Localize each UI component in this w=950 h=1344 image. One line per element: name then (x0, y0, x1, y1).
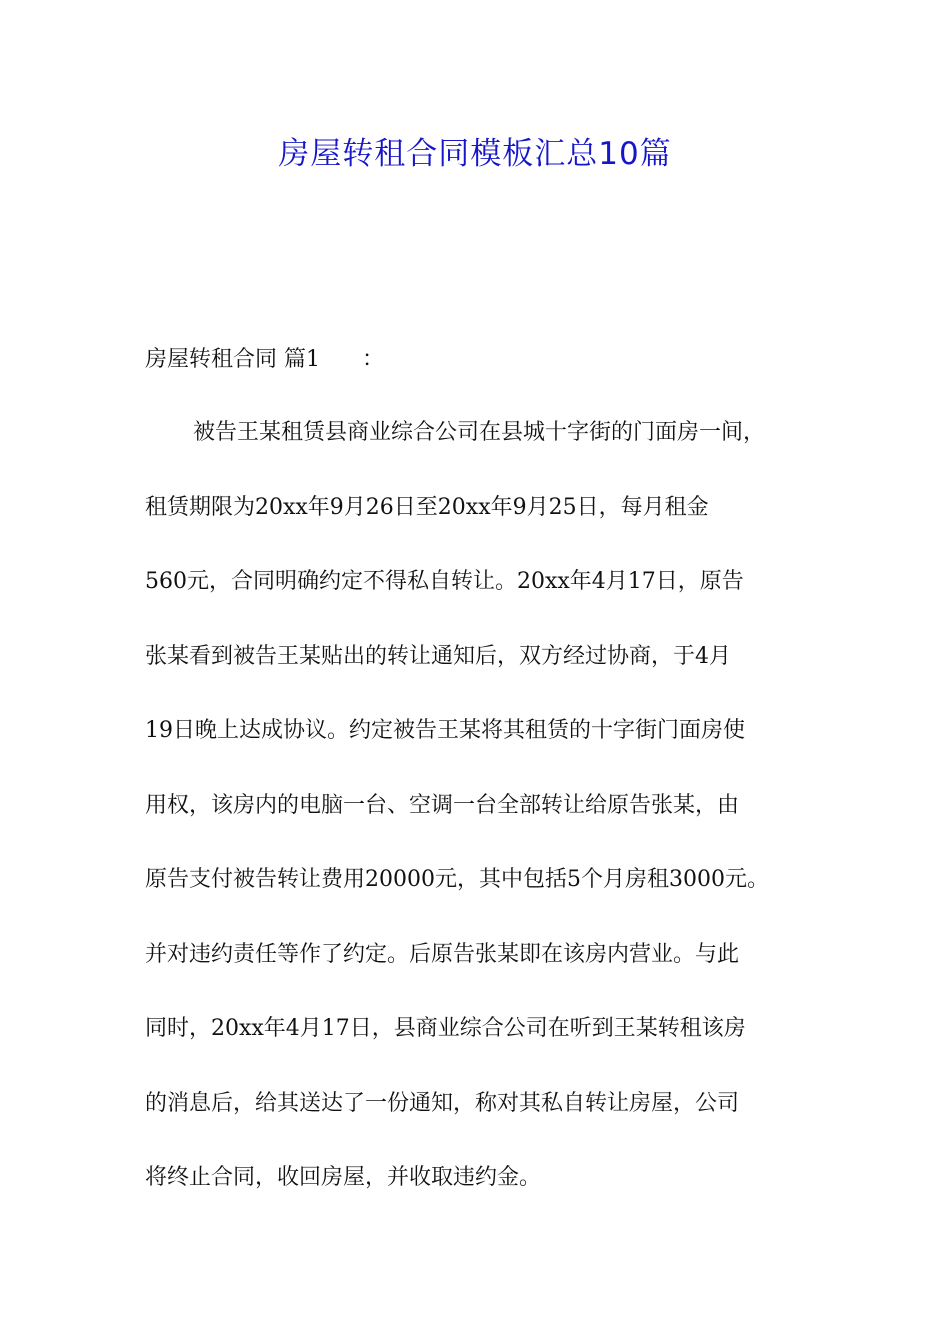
body-line: 张某看到被告王某贴出的转让通知后，双方经过协商，于4月 (145, 643, 731, 669)
body-line: 560元，合同明确约定不得私自转让。20xx年4月17日，原告 (145, 569, 744, 594)
body-line: 用权，该房内的电脑一台、空调一台全部转让给原告张某，由 (145, 792, 740, 818)
body-paragraph (145, 413, 810, 1233)
document-title: 房屋转租合同模板汇总10篇 (278, 136, 672, 172)
body-line: 原告支付被告转让费用20000元，其中包括5个月房租3000元。 (145, 867, 769, 892)
body-line: 被告王某租赁县商业综合公司在县城十字街的门面房一间， (193, 420, 766, 445)
body-line: 同时，20xx年4月17日，县商业综合公司在听到王某转租该房 (145, 1016, 746, 1041)
body-line: 的消息后，给其送达了一份通知，称对其私自转让房屋，公司 (145, 1090, 740, 1116)
section-heading: 房屋转租合同 篇1 ： (145, 347, 384, 372)
body-line: 19日晚上达成协议。约定被告王某将其租赁的十字街门面房使 (145, 718, 745, 743)
body-line: 将终止合同，收回房屋，并收取违约金。 (145, 1165, 542, 1190)
body-line: 租赁期限为20xx年9月26日至20xx年9月25日，每月租金 (145, 494, 709, 520)
body-line: 并对违约责任等作了约定。后原告张某即在该房内营业。与此 (145, 941, 740, 967)
